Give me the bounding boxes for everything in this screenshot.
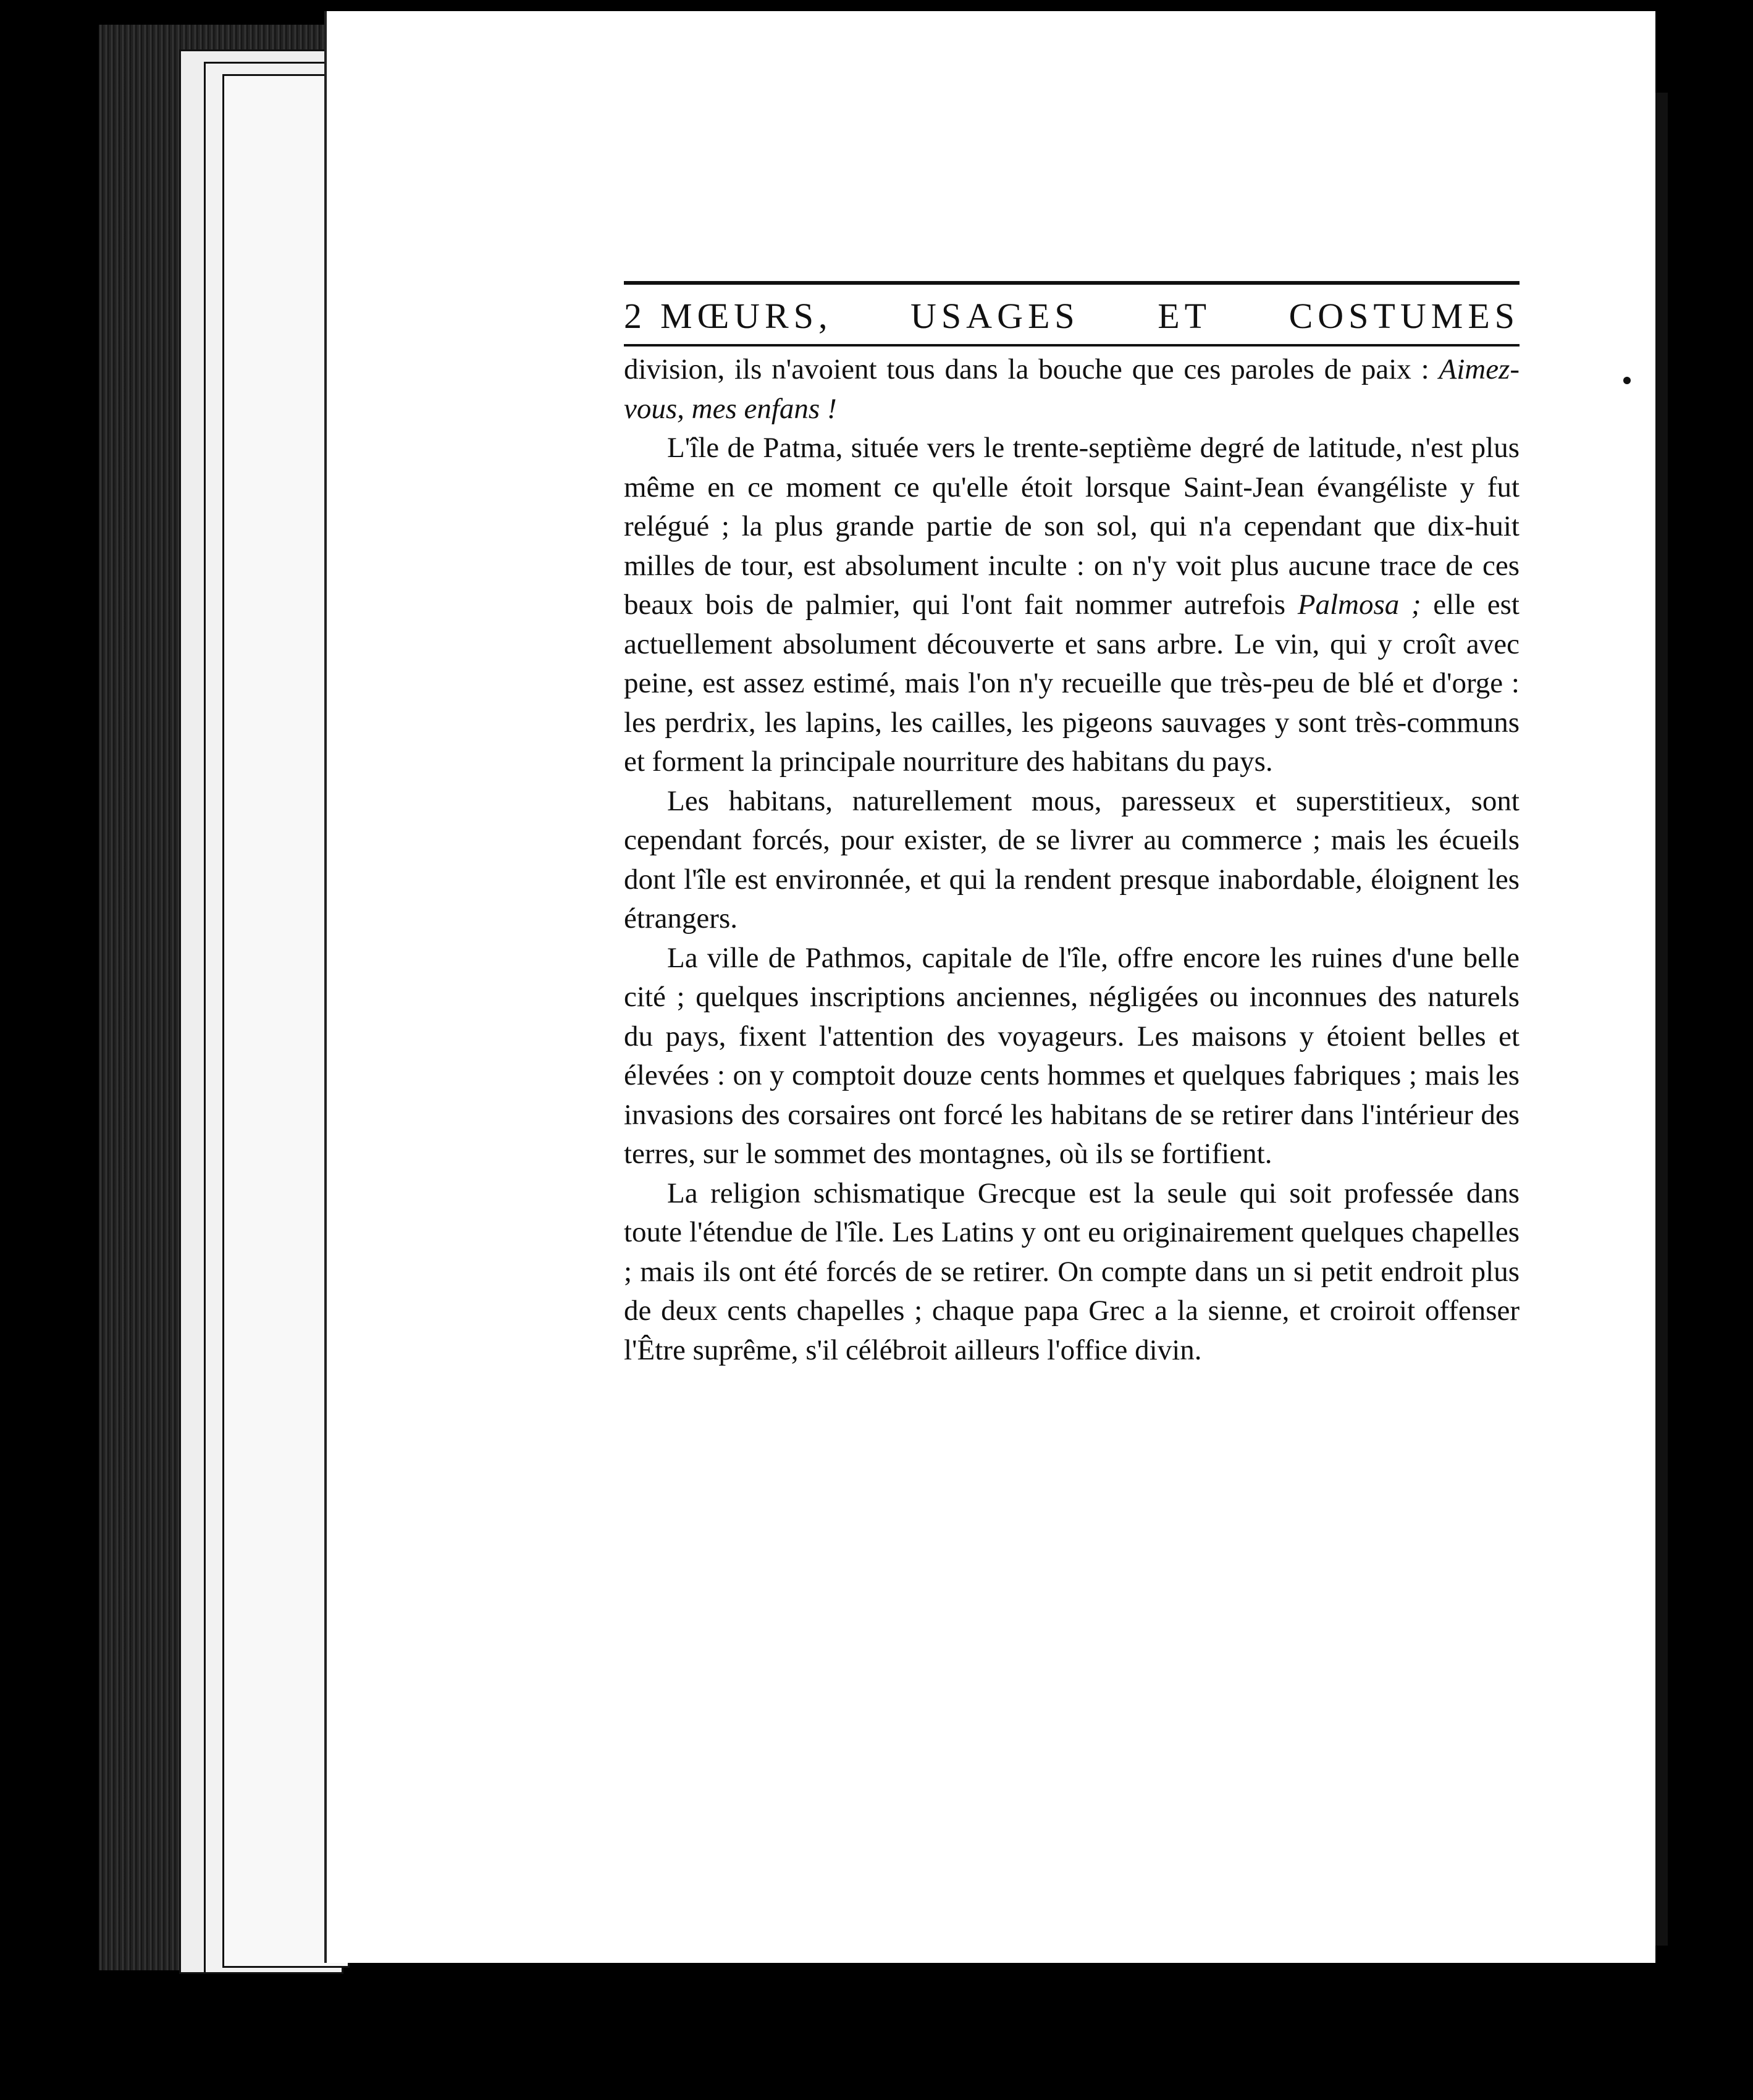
paragraph-4: [624, 939, 1520, 1174]
header-rule-bottom: [624, 344, 1520, 346]
paragraph-2: [624, 429, 1520, 782]
page-text-block: [624, 281, 1520, 1370]
speck: [1623, 377, 1631, 384]
running-header: [624, 285, 1520, 344]
paragraph-3: [624, 782, 1520, 939]
paragraph-text: L'île de Patma, située vers le trente-septième degré de latitude, n'est plus même en ce moment ce qu'elle étoit lorsque Saint-Jean évangéliste y fut relégué ; la plus grande partie de son sol, qui n'a cependant que dix-huit milles de tour, est absolument inculte : on n'y voit plus aucune trace de ces beaux bois de palmier, qui l'ont fait nommer autrefois: [624, 432, 1520, 621]
paragraph-italic: Aimez-vous, mes enfans !: [624, 353, 1520, 425]
paragraph-text: elle est actuellement absolument découverte et sans arbre. Le vin, qui y croît avec peine, est assez estimé, mais l'on n'y recueille que très-peu de blé et d'orge : les perdrix, les lapins, les cailles, les pigeons sauvages y sont très-communs et forment la principale nourriture des habitans du pays.: [624, 589, 1520, 778]
paragraph-italic: Palmosa ;: [1297, 589, 1421, 621]
paragraph-5: [624, 1174, 1520, 1371]
page-right-edge: [1655, 93, 1668, 1946]
paragraph-text: division, ils n'avoient tous dans la bouche que ces paroles de paix :: [624, 353, 1439, 385]
running-title: MŒURS, USAGES ET COSTUMES: [660, 296, 1520, 336]
paragraph-1: [624, 350, 1520, 429]
paragraph-text: La ville de Pathmos, capitale de l'île, offre encore les ruines d'une belle cité ; quelques inscriptions anciennes, négligées ou inconnues des naturels du pays, fixent l'attention des voyageurs. Les maisons y étoient belles et élevées : on y comptoit douze cents hommes et quelques fabriques ; mais les invasions des corsaires ont forcé les habitans de se retirer dans l'intérieur des terres, sur le sommet des montagnes, où ils se fortifient.: [624, 941, 1520, 1170]
page-number: 2: [624, 296, 642, 336]
paragraph-text: Les habitans, naturellement mous, paresseux et superstitieux, sont cependant forcés, pour exister, de se livrer au commerce ; mais les écueils dont l'île est environnée, et qui la rendent presque inabordable, éloignent les étrangers.: [624, 784, 1520, 934]
paragraph-text: La religion schismatique Grecque est la seule qui soit professée dans toute l'étendue de l'île. Les Latins y ont eu originairement quelques chapelles ; mais ils ont été forcés de se retirer. On compte dans un si petit endroit plus de deux cents chapelles ; chaque papa Grec a la sienne, et croiroit offenser l'Être suprême, s'il célébroit ailleurs l'office divin.: [624, 1177, 1520, 1366]
